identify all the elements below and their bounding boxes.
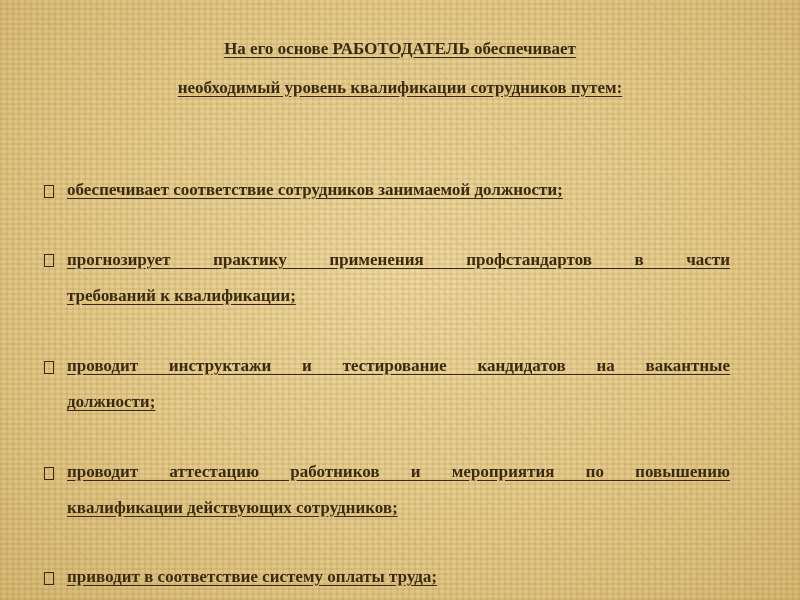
bullet-item-4-line-2: квалификации действующих сотрудников; [67,498,398,517]
checkbox-square-icon [44,572,54,585]
bullet-item-3-line-2: должности; [67,392,156,411]
slide-title-line-1: На его основе РАБОТОДАТЕЛЬ обеспечивает [224,39,576,58]
bullet-item-2-line-1: прогнозирует практику применения профстандартов в части [67,250,730,269]
checkbox-square-icon [44,361,54,374]
bullet-item-2-line-2: требований к квалификации; [67,286,296,305]
checkbox-square-icon [44,467,54,480]
bullet-item-5-line-1: приводит в соответствие систему оплаты труда; [67,567,438,586]
checkbox-square-icon [44,254,54,267]
bullet-item-1-line-1: обеспечивает соответствие сотрудников занимаемой должности; [67,180,563,199]
bullet-item-4-line-1: проводит аттестацию работников и мероприятия по повышению [67,462,730,481]
checkbox-square-icon [44,185,54,198]
slide-title-line-2: необходимый уровень квалификации сотрудников путем: [177,78,623,97]
bullet-item-3-line-1: проводит инструктажи и тестирование кандидатов на вакантные [67,356,730,375]
